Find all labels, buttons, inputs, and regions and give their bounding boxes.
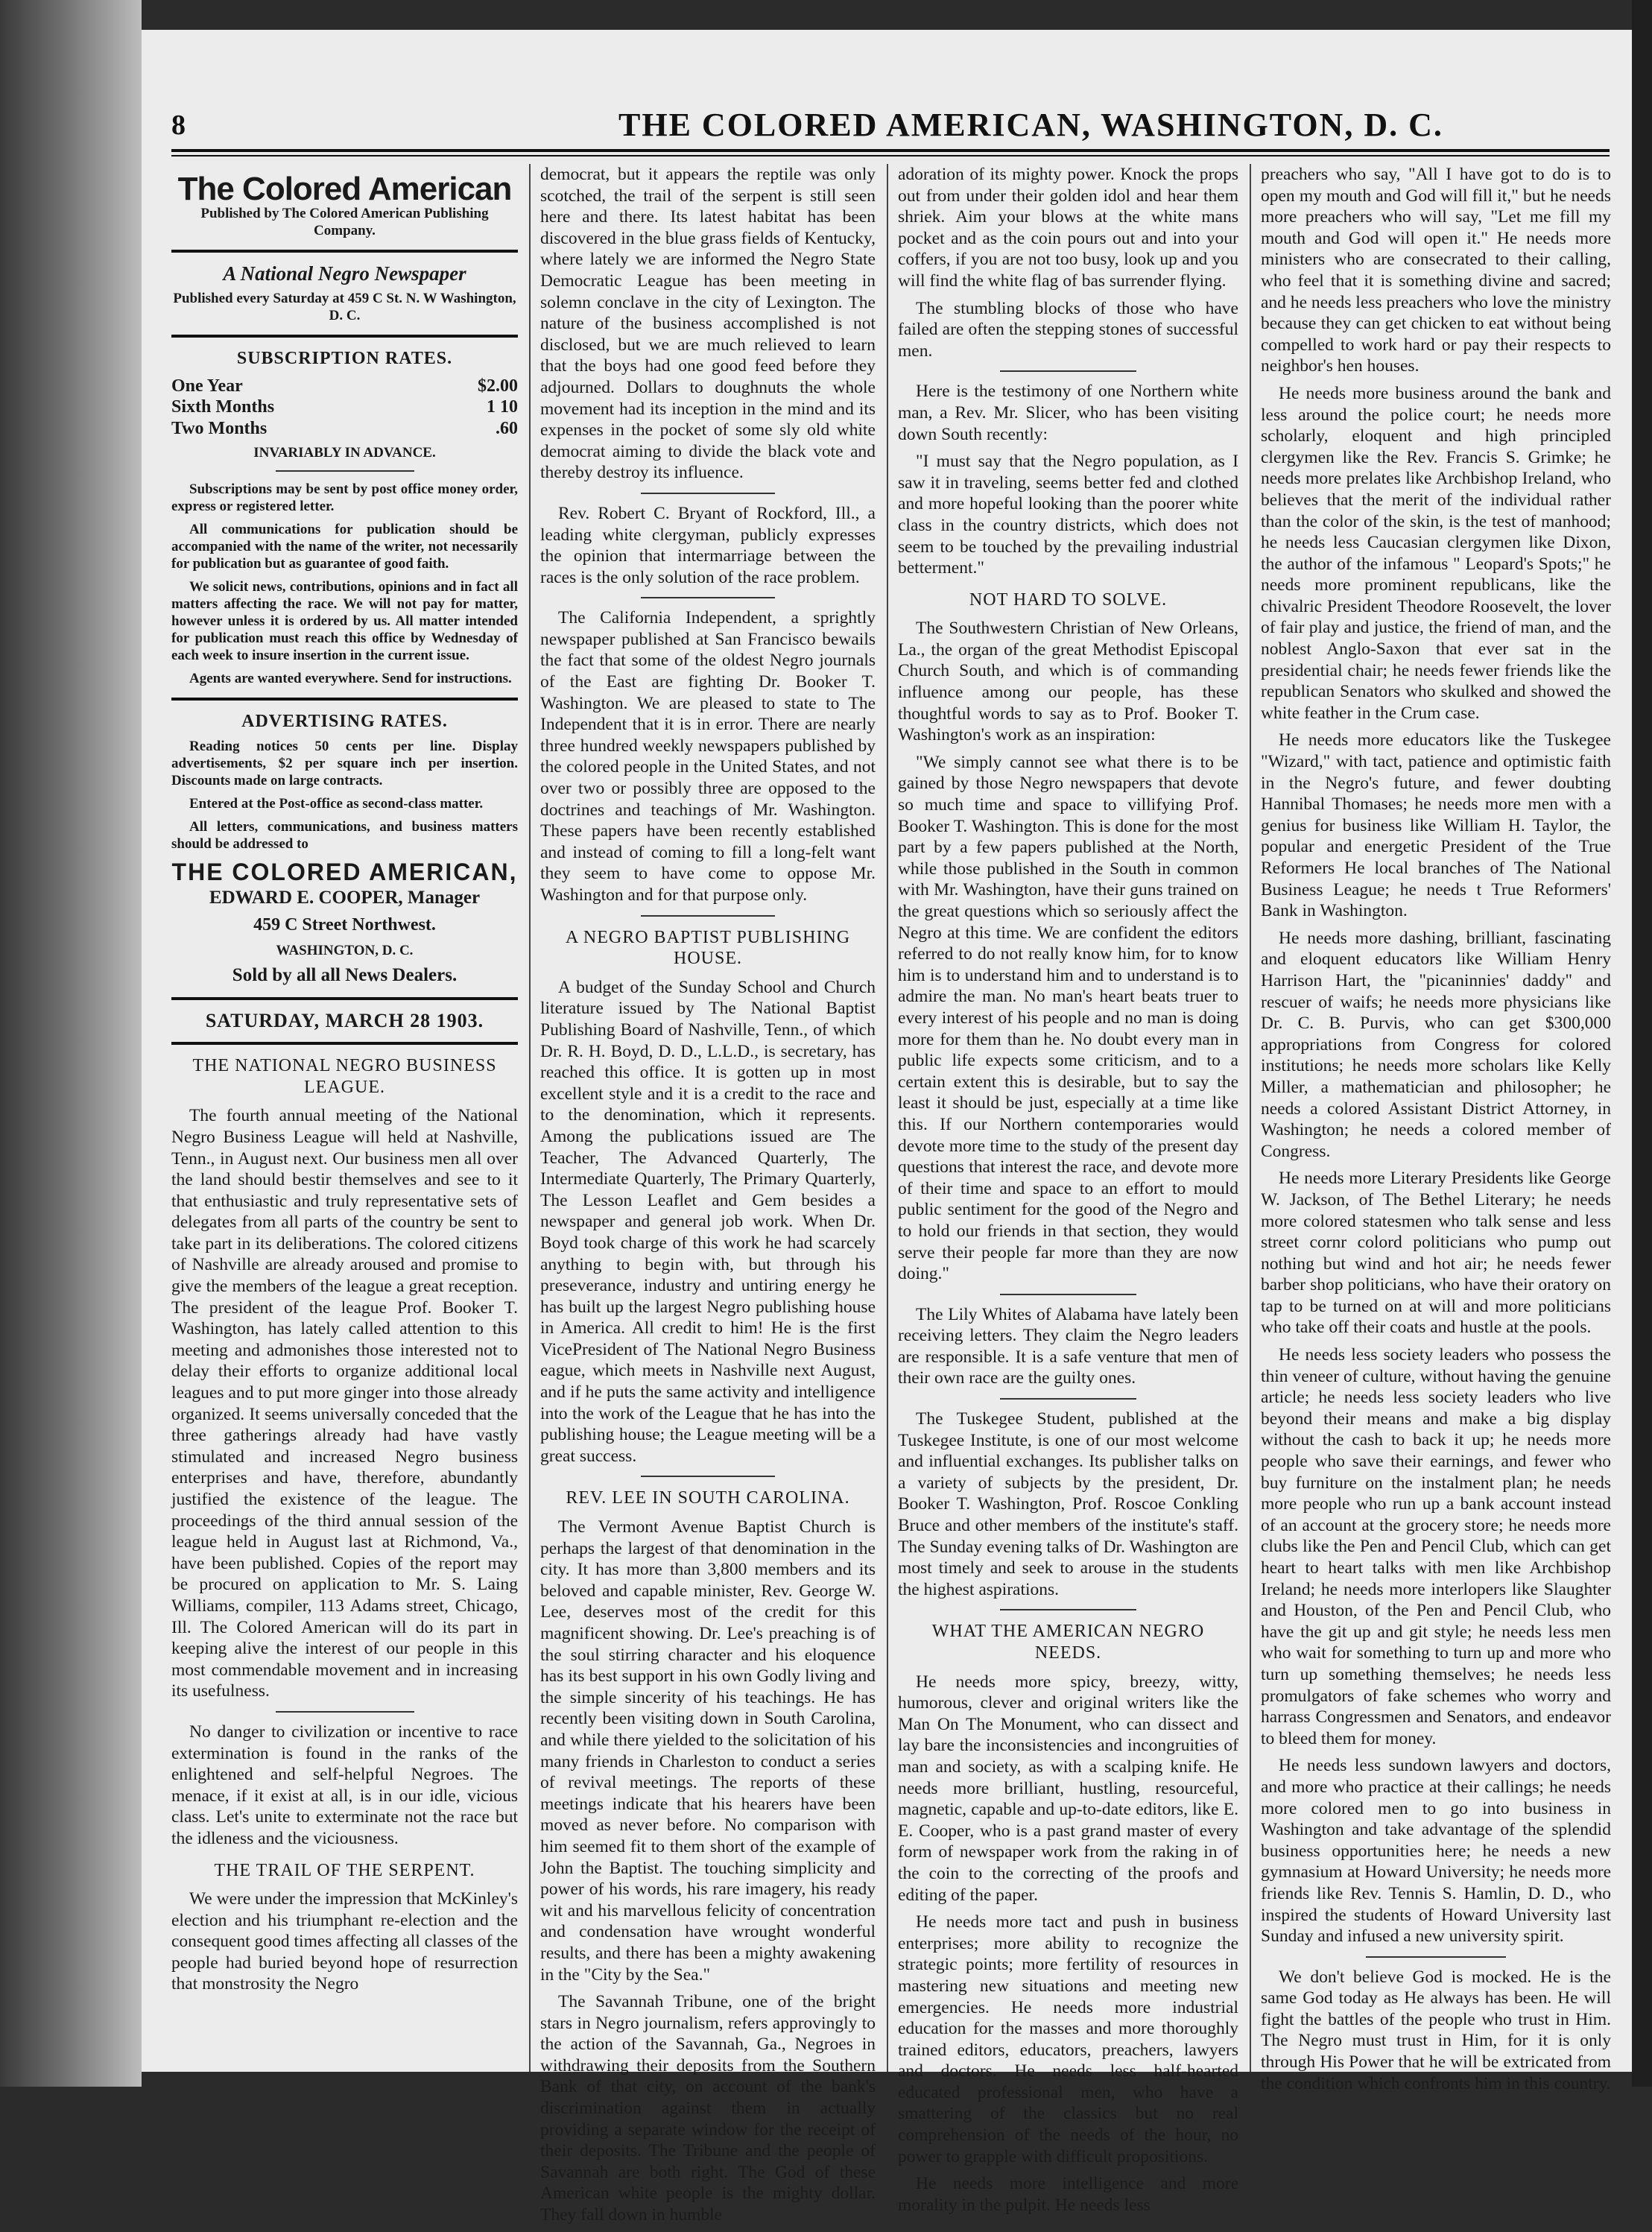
advertising-note: Reading notices 50 cents per line. Display advertisements, $2 per square inch per insertion. Discounts made on large contracts. bbox=[171, 739, 518, 789]
page-number: 8 bbox=[171, 110, 186, 141]
rate-label: Sixth Months bbox=[171, 397, 275, 417]
separator bbox=[276, 470, 414, 472]
article-body: The California Independent, a sprightly newspaper published at San Francisco bewails the fact that some of the oldest Negro journals of the East are fighting Dr. Booker T. Washington. We are pleased to state to The Independent that it is in error. There are nearly three hundred weekly newspapers published by the colored people in the United States, and not over two or possibly three are opposed to the doctrines and teachings of Mr. Washington. These papers have been recently established and instead of coming to fill a long-felt want they seem to have come to oppose Mr. Washington and for that purpose only. bbox=[540, 608, 876, 905]
article-body: adoration of its mighty power. Knock the props out from under their golden idol and hear them shriek. Aim your blows at the white mans pocket and as the coin pours out and into your coffers, if you are not too busy, look up and you will find the white flag of bas surrender flying. bbox=[898, 165, 1238, 291]
separator bbox=[1000, 370, 1136, 372]
masthead bbox=[142, 104, 1632, 149]
subscription-note: Subscriptions may be sent by post office money order, express or registered letter. bbox=[171, 481, 518, 514]
in-advance-note: INVARIABLY IN ADVANCE. bbox=[253, 444, 436, 461]
column-rule-2 bbox=[887, 164, 888, 2072]
article-body: A budget of the Sunday School and Church literature issued by The National Baptist Publishing Board of Nashville, Tenn., of which Dr. R. H. Boyd, D. D., L.L.D., is secretary, has reached this office. It is gotten up in most excellent style and it is a credit to the race and to the denomination, which it represents. Among the publications issued are The Teacher, The Advanced Quarterly, The Intermediate Quarterly, The Primary Quarterly, The Lesson Leaflet and Gem besides a newspaper and general job work. When Dr. Boyd took charge of this work he had scarcely anything to begin with, but through his preseverance, industry and untiring energy he has built up the largest Negro publishing house in America. All credit to him! He is the first VicePresident of The National Negro Business eague, which meets in Nashville next August, and if he puts the same activity and intelligence into the work of the League that he has into the publishing house; the League meeting will be a great success. bbox=[540, 977, 876, 1466]
article-body: Rev. Robert C. Bryant of Rockford, Ill., a leading white clergyman, publicly expresses the opinion that intermarriage between the races is the only solution of the race problem. bbox=[540, 503, 876, 587]
advertising-heading: ADVERTISING RATES. bbox=[241, 711, 448, 731]
article-body: democrat, but it appears the reptile was only scotched, the trail of the serpent is still seen here and there. Its latest habitat has been discovered in the blue grass fields of Kentucky, where lately we are informed the Negro State Democratic League has been meeting in solemn conclave in the city of Lexington. The nature of the business accomplished is not disclosed, but we are much relieved to learn that the boys had one good feed before they adjourned. Dollars to doughnuts the whole movement had its inception in the mind and its expenses in the pocket of some sly old white democrat aiming to divide the black vote and thereby destroy its influence. bbox=[540, 165, 876, 483]
article-body: No danger to civilization or incentive to race extermination is found in the ranks of the enlightened and self-helpful Negroes. The menace, if it exist at all, is in our idle, vicious class. Let's unite to exterminate not the race but the idleness and the viciousness. bbox=[171, 1722, 518, 1848]
separator bbox=[641, 1476, 775, 1477]
rate-label: Two Months bbox=[171, 418, 268, 438]
paper-name: The Colored American bbox=[177, 171, 512, 207]
address-name: THE COLORED AMERICAN, bbox=[171, 859, 518, 886]
article-headline: THE NATIONAL NEGRO BUSINESS LEAGUE. bbox=[192, 1056, 497, 1097]
article-body: He needs more business around the bank and less around the police court; he needs more scholarly, eloquent and high principled clergymen like the Rev. Francis S. Grimke; he needs more prelates like Archbishop Ireland, who believes that the merit of the individual rather than the color of the skin, is the test of manhood; he needs less Caucasian clergymen like Dixon, the author of the infamous " Leopard's Spots;" he needs more prominent republicans, like the chivalric President Theodore Roosevelt, the lover of fair play and justice, the friend of man, and the noblest Anglo-Saxon that ever sat in the presidential chair; he needs fewer friends like the republican Senators who skulked and showed the white feather in the Crum case. bbox=[1261, 383, 1611, 723]
column-3 bbox=[898, 164, 1238, 2222]
separator bbox=[641, 493, 775, 494]
article-body: "We simply cannot see what there is to be gained by those Negro newspapers that devote so much time and space to villifying Prof. Booker T. Washington. This is done for the most part by a few papers published at the North, while those published in the South in common with Mr. Washington, have their guns trained on the great questions which so seriously affect the Negro at this time. We are confident the editors referred to do not really know him, for to know him is to understand him and to understand is to admire the man. No man's heart beats truer to every interest of his people and no man is doing more for them than he. No doubt every man in public life expects some criticism, and to a certain extent this is desirable, but to say the least it should be just, especially at a time like this. If our Northern contemporaries would devote more time to the study of the present day questions that interest the race, and devote more of their time and space to an effort to mould public sentiment for the good of the Negro and to hold our friends in that section, they would serve their people far more than they are now doing." bbox=[898, 752, 1238, 1284]
article-headline: REV. LEE IN SOUTH CAROLINA. bbox=[566, 1488, 850, 1508]
book-binding bbox=[0, 0, 142, 2087]
article-body: The Savannah Tribune, one of the bright stars in Negro journalism, refers approvingly to the action of the Savannah, Ga., Negroes in withdrawing their deposits from the Southern Bank of that city, on account of the bank's discrimination against them in actually providing a separate window for the receipt of their deposits. The Tribune and the people of Savannah are both right. The God of these American white people is the mighty dollar. They fall down in humble bbox=[540, 1992, 876, 2225]
article-headline: NOT HARD TO SOLVE. bbox=[969, 589, 1168, 610]
article-body: The Tuskegee Student, published at the Tuskegee Institute, is one of our most welcome and influential exchanges. Its publisher talks on a variety of subjects by the president, Dr. Booker T. Washington, Prof. Roscoe Conkling Bruce and other members of the institute's staff. The Sunday evening talks of Dr. Washington are most timely and seek to arouse in the students the highest aspirations. bbox=[898, 1409, 1238, 1599]
article-body: The Lily Whites of Alabama have lately been receiving letters. They claim the Negro leaders are responsible. It is a safe venture that men of their own race are the guilty ones. bbox=[898, 1304, 1238, 1388]
tagline: A National Negro Newspaper bbox=[223, 262, 466, 285]
article-body: "I must say that the Negro population, as I saw it in traveling, seems better fed and clothed and more hopeful looking than the poorer white class in the country districts, which does not seem to be touched by the prevailing industrial betterment." bbox=[898, 452, 1238, 578]
article-body: The fourth annual meeting of the National Negro Business League will held at Nashville, Tenn., in August next. Our business men all over the land should bestir themselves and see to it that enthusiastic and truly representative sets of delegates from all parts of the country be sent to take part in its deliberations. The colored citizens of Nashville are already aroused and promise to give the members of the league a great reception. The president of the league Prof. Booker T. Washington, has lately called attention to this meeting and admonishes those interested not to delay their efforts to organize additional local leagues and to put more ginger into those already organized. It seems universally conceded that the three gatherings already had have vastly stimulated and increased Negro business enterprises and have, therefore, abundantly justified the existence of the league. The proceedings of the third annual session of the league held in August last at Richmond, Va., have been published. Copies of the report may be procured on application to Mr. S. Laing Williams, compiler, 113 Adams street, Chicago, Ill. The Colored American will do its part in keeping alive the interest of our people in this most commendable movement and in increasing its usefulness. bbox=[171, 1106, 518, 1701]
article-body: preachers who say, "All I have got to do is to open my mouth and God will fill it," but he needs more preachers who will say, "Let me fill my mouth and God will open it." He needs more ministers who are consecrated to their calling, who feel that it is something divine and sacred; and he needs less preachers who love the ministry because they can get chicken to eat without being compelled to work hard or pay their respects to neighbor's hen houses. bbox=[1261, 165, 1611, 376]
separator bbox=[1366, 1956, 1506, 1958]
rule bbox=[171, 997, 518, 1000]
masthead-rule bbox=[171, 149, 1610, 152]
article-headline: A NEGRO BAPTIST PUBLISHING HOUSE. bbox=[565, 927, 851, 969]
address-city: WASHINGTON, D. C. bbox=[276, 942, 414, 958]
newspaper-page bbox=[142, 30, 1632, 2225]
rule bbox=[171, 698, 518, 701]
masthead-rule-thin bbox=[171, 155, 1610, 157]
subscription-note: Agents are wanted everywhere. Send for instructions. bbox=[189, 670, 512, 686]
rate-value: $2.00 bbox=[478, 376, 518, 396]
rule bbox=[171, 1042, 518, 1045]
article-body: He needs more tact and push in business enterprises; more ability to recognize the strategic points; more fertility of resources in mastering new situations and meeting new emergencies. He needs more industrial education for the masses and more thoroughly trained editors, educators, preachers, lawyers and doctors. He needs less half-hearted educated professional men, who have a smattering of the classics but no real comprehension of the needs of the hour, no power to grapple with difficult propositions. bbox=[898, 1912, 1238, 2166]
separator bbox=[641, 597, 775, 598]
rate-label: One Year bbox=[171, 376, 243, 396]
rule bbox=[171, 335, 518, 338]
article-body: The Southwestern Christian of New Orleans, La., the organ of the great Methodist Episcopal Church South, and which is of commanding influence among our people, has these thoughtful words to say as to Prof. Booker T. Washington's work as an inspiration: bbox=[898, 619, 1238, 745]
article-body: We don't believe God is mocked. He is the same God today as He always has been. He will fight the battles of the people who trust in Him. The Negro must trust in Him, for it is only through His Power that he will be extricated from the condition which confronts him in this country. bbox=[1261, 1967, 1611, 2093]
rate-value: .60 bbox=[496, 418, 518, 438]
column-rule-1 bbox=[529, 164, 531, 2072]
issue-date: SATURDAY, MARCH 28 1903. bbox=[205, 1009, 484, 1031]
advertising-note: All letters, communications, and business matters should be addressed to bbox=[171, 819, 518, 853]
rule bbox=[171, 250, 518, 253]
published-line: Published every Saturday at 459 C St. N. W Washington, D. C. bbox=[173, 291, 516, 324]
rate-row bbox=[171, 376, 518, 397]
address-street: 459 C Street Northwest. bbox=[253, 915, 436, 935]
sold-by: Sold by all all News Dealers. bbox=[232, 964, 458, 985]
page-edge-shadow bbox=[1632, 0, 1652, 2087]
article-body: He needs more dashing, brilliant, fascinating and eloquent educators like William Henry Harrison Hart, the "picaninnies' daddy" and rescuer of waifs; he needs more physicians like Dr. C. B. Purvis, who can get $300,000 appropriations from Congress for colored institutions; he needs more scholars like Kelly Miller, a mathematician and philosopher; he needs a colored Assistant District Attorney, in Washington; he needs a colored member of Congress. bbox=[1261, 928, 1611, 1161]
subscription-rates-table bbox=[171, 376, 518, 440]
column-2 bbox=[540, 164, 876, 2232]
address-manager: EDWARD E. COOPER, Manager bbox=[209, 887, 481, 908]
article-body: Here is the testimony of one Northern white man, a Rev. Mr. Slicer, who has been visiting down South recently: bbox=[898, 382, 1238, 444]
article-body: He needs less society leaders who possess the thin veneer of culture, without having the genuine article; he needs less society leaders who live beyond their means and make a big display without the cash to back it up; he needs more people who save their earnings, and fewer who buy furniture on the instalment plan; he needs more people who run up a bank account instead of an account at the grocery store; he needs more clubs like the Pen and Pencil Club, which can get heart to heart talks with men like Archbishop Ireland; he needs more interlopers like Slaughter and Houston, of the Pen and Pencil Club, who have the git up and git style; he needs less men who wait for something to turn up and more who turn up something themselves; he needs less promulgators of fake schemes who worry and harrass Congressmen and Senators, and endeavor to bleed them for money. bbox=[1261, 1345, 1611, 1748]
article-body: He needs less sundown lawyers and doctors, and more who practice at their callings; he needs more colored men to go into business in Washington and take advantage of the splendid business opportunities here; he needs a new gymnasium at Howard University; he needs more friends like Rev. Tennis S. Hamlin, D. D., who inspired the students of Howard University last Sunday and infused a new university spirit. bbox=[1261, 1756, 1611, 1947]
advertising-note: Entered at the Post-office as second-class matter. bbox=[189, 796, 484, 812]
article-body: The stumbling blocks of those who have failed are often the stepping stones of successful men. bbox=[898, 298, 1238, 361]
article-body: He needs more intelligence and more morality in the pulpit. He needs less bbox=[898, 2174, 1238, 2215]
article-body: He needs more Literary Presidents like George W. Jackson, of The Bethel Literary; he needs more colored statesmen who talk sense and less street cornr colord politicians who pump out nothing but wind and hot air; he needs fewer barber shop politicians, who have their oratory on tap to be turned on at will and more politicians who take off their coats and hustle at the pools. bbox=[1261, 1169, 1611, 1338]
column-1 bbox=[171, 164, 518, 2001]
rate-row bbox=[171, 418, 518, 440]
article-body: He needs more spicy, breezy, witty, humorous, clever and original writers like the Man On The Monument, who can dissect and lay bare the inconsistencies and incongruities of man and society, as with a scalping knife. He needs more brilliant, hustling, resourceful, magnetic, capable and up-to-date editors, like E. E. Cooper, who is a past grand master of every form of newspaper work from the raking in of the coin to the correcting of the proofs and editing of the paper. bbox=[898, 1672, 1238, 1905]
article-body: He needs more educators like the Tuskegee "Wizard," with tact, patience and optimistic faith in the Negro's future, and fewer doubting Hannibal Thomases; he needs more men with a genius for business like William H. Taylor, the popular and energetic President of the True Reformers He local branches of The National Business League; he needs t True Reformers' Bank in Washington. bbox=[1261, 730, 1611, 921]
subscription-note: We solicit news, contributions, opinions and in fact all matters affecting the race. We will not pay for matter, however unless it is ordered by us. All matter intended for publication must reach this office by Wednesday of each week to insure insertion in the current issue. bbox=[171, 578, 518, 663]
article-body: The Vermont Avenue Baptist Church is perhaps the largest of that denomination in the city. It has more than 3,800 members and its beloved and capable minister, Rev. George W. Lee, deserves most of the credit for this magnificent showing. Dr. Lee's preaching is of the soul stirring character and his eloquence has its best support in his own Godly living and the simple sincerity of his teachings. He has recently been visiting down in South Carolina, and while there yielded to the solicitation of his many friends in Charleston to conduct a series of revival meetings. The reports of these meetings indicate that his hearers have been moved as never before. No comparison with him seemed fit to them short of the example of John the Baptist. The touching simplicity and power of his words, his rare imagery, his ready wit and his marvellous felicity of concentration and condensation have wrought wonderful results, and there has been a mighty awakening in the "City by the Sea." bbox=[540, 1517, 876, 1985]
rate-value: 1 10 bbox=[487, 397, 518, 417]
separator bbox=[1000, 1609, 1136, 1610]
column-4 bbox=[1261, 164, 1611, 2100]
article-headline: THE TRAIL OF THE SERPENT. bbox=[214, 1860, 475, 1880]
separator bbox=[1000, 1398, 1136, 1400]
separator bbox=[276, 1711, 414, 1713]
subscription-note: All communications for publication should be accompanied with the name of the writer, not necessarily for publication but as guarantee of good faith. bbox=[171, 521, 518, 572]
masthead-title: THE COLORED AMERICAN, WASHINGTON, D. C. bbox=[618, 107, 1443, 143]
publisher-line: Published by The Colored American Publishing Company. bbox=[200, 205, 489, 238]
column-rule-3 bbox=[1250, 164, 1251, 2072]
rate-row bbox=[171, 396, 518, 418]
separator bbox=[641, 915, 775, 917]
separator bbox=[1000, 1294, 1136, 1295]
article-body: We were under the impression that McKinley's election and his triumphant re-election and the consequent good times affecting all classes of the people had buried beyond hope of resurrection that monstrosity the Negro bbox=[171, 1889, 518, 1994]
subscription-heading: SUBSCRIPTION RATES. bbox=[236, 349, 453, 369]
article-headline: WHAT THE AMERICAN NEGRO NEEDS. bbox=[931, 1622, 1205, 1663]
